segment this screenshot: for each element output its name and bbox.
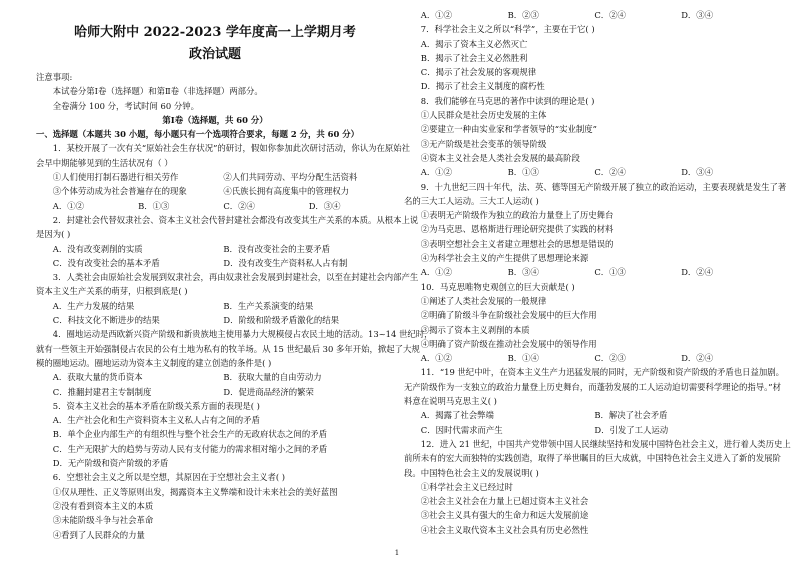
question-stem: 模的圈地运动。圈地运动为资本主义制度的建立创造的条件是( ) xyxy=(36,357,272,368)
answer-choice: D．②④ xyxy=(681,353,714,364)
answer-row xyxy=(36,370,394,384)
question xyxy=(404,280,768,366)
option-item: ④为科学社会主义的产生提供了思想理论来源 xyxy=(420,253,589,264)
option-item: D．揭示了社会主义制度的腐朽性 xyxy=(420,81,545,92)
answer-row xyxy=(404,165,768,179)
option-item: A．生产社会化和生产资料资本主义私人占有之间的矛盾 xyxy=(52,415,260,426)
answer-choice: A．①② xyxy=(420,167,452,178)
answer-row xyxy=(404,408,768,422)
option-item: ①人们使用打制石器进行相关劳作 xyxy=(52,172,179,183)
answer-row xyxy=(36,299,394,313)
answer-choice: B．没有改变社会的主要矛盾 xyxy=(223,243,331,254)
right-column xyxy=(404,8,791,537)
option-item: ①科学社会主义已经过时 xyxy=(420,481,513,492)
option-item: ④看到了人民群众的力量 xyxy=(52,529,145,540)
answer-choice: A．生产力发展的结果 xyxy=(52,300,135,311)
option-item: ③揭示了资本主义剥削的本质 xyxy=(420,324,530,335)
answer-choice: B．②③ xyxy=(507,10,539,20)
option-item: ②人们共同劳动、平均分配生活资料 xyxy=(223,172,358,183)
option-item: B．揭示了社会主义必然胜利 xyxy=(420,52,528,63)
exam-subtitle: 政治试题 xyxy=(188,47,241,62)
answer-choice: A．①② xyxy=(420,10,452,20)
answer-row xyxy=(36,313,394,327)
question-stem: 2．封建社会代替奴隶社会、资本主义社会代替封建社会都没有改变其生产关系的本质。从根本上说 xyxy=(52,214,419,225)
answer-choice: C．推翻封建君主专制制度 xyxy=(52,386,152,397)
answer-row xyxy=(36,385,394,399)
answer-row xyxy=(404,8,768,22)
answer-choice: C．②④ xyxy=(223,200,255,211)
answer-choice: B．解决了社会矛盾 xyxy=(594,410,668,421)
question-stem: 会早中期能够见到的生活状况有（ ） xyxy=(36,157,173,168)
part-title: 第Ⅰ卷（选择题，共 60 分） xyxy=(162,114,268,125)
answer-choice: C．因时代需求而产生 xyxy=(420,424,503,435)
question xyxy=(36,470,394,541)
option-item: A．揭示了资本主义必然灭亡 xyxy=(420,38,528,49)
question-stem: 料意在说明马克思主义( ) xyxy=(404,396,497,407)
answer-choice: D．③④ xyxy=(681,167,714,178)
question-stem: 5．资本主义社会的基本矛盾在阶级关系方面的表现是( ) xyxy=(52,400,260,411)
option-item: ①表明无产阶级作为独立的政治力量登上了历史舞台 xyxy=(420,210,614,221)
answer-choice: B．③④ xyxy=(507,267,539,278)
answer-choice: D．②④ xyxy=(681,267,714,278)
question-stem: 资本主义生产关系的萌芽，归根到底是( ) xyxy=(36,286,188,297)
answer-choice: D．阶级和阶级矛盾激化的结果 xyxy=(223,315,339,326)
page-number: 1 xyxy=(394,549,400,557)
option-item: ②社会主义社会在力量上已超过资本主义社会 xyxy=(420,496,589,507)
option-item: ③无产阶级是社会变革的领导阶级 xyxy=(420,138,547,149)
option-item: ①阐述了人类社会发展的一般规律 xyxy=(420,295,547,306)
answer-choice: A．没有改变剥削的实质 xyxy=(52,243,143,254)
answer-choice: A．①② xyxy=(420,267,452,278)
question xyxy=(36,141,411,212)
option-item: C．生产无限扩大的趋势与劳动人民有支付能力的需求相对缩小之间的矛盾 xyxy=(52,443,328,454)
question xyxy=(404,8,768,22)
option-item: B．单个企业内部生产的有组织性与整个社会生产的无政府状态之间的矛盾 xyxy=(52,429,327,440)
question-stem: 11．“19 世纪中叶，在资本主义生产力迅猛发展的同时，无产阶级和资产阶级的矛盾也日益加剧。 xyxy=(420,367,785,378)
answer-choice: C．没有改变社会的基本矛盾 xyxy=(52,257,160,268)
answer-choice: D．③④ xyxy=(308,200,341,211)
question xyxy=(36,270,419,327)
question xyxy=(404,365,785,436)
section-heading: 一、选择题（本题共 30 小题，每小题只有一个选项符合要求，每题 2 分，共 60 分） xyxy=(36,129,360,140)
answer-choice: B．获取大量的自由劳动力 xyxy=(223,372,322,383)
option-item: ②明确了阶级斗争在阶级社会发展中的巨大作用 xyxy=(420,310,597,321)
answer-row xyxy=(36,199,394,213)
question xyxy=(404,94,768,180)
option-item: ④资本主义社会是人类社会发展的最高阶段 xyxy=(420,152,580,163)
answer-choice: C．①③ xyxy=(594,267,626,278)
question xyxy=(404,22,768,93)
notes-line: 全卷满分 100 分，考试时间 60 分钟。 xyxy=(52,100,199,111)
question xyxy=(36,399,394,470)
answer-choice: C．②④ xyxy=(594,10,626,20)
question-stem: 8．我们能够在马克思的著作中读到的理论是( ) xyxy=(420,95,595,106)
option-item: ④明确了资产阶级在推动社会发展中的领导作用 xyxy=(420,338,597,349)
answer-choice: B．生产关系演变的结果 xyxy=(223,300,314,311)
question-stem: 前所未有的宏大而独特的实践创造，取得了举世瞩目的巨大成就，中国特色社会主义进入了新的发展阶 xyxy=(404,453,781,464)
answer-choice: C．②④ xyxy=(594,167,626,178)
left-questions xyxy=(36,141,433,541)
left-column xyxy=(36,0,433,542)
answer-row xyxy=(404,265,768,279)
answer-choice: D．促进商品经济的繁荣 xyxy=(223,386,314,397)
option-item: ④氏族长拥有高度集中的管理权力 xyxy=(223,186,350,197)
option-item: ②没有看到资本主义的本质 xyxy=(52,500,154,511)
question-stem: 1．某校开展了一次有关“原始社会生存状况”的研讨，假如你参加此次研讨活动，你认为在原始社 xyxy=(52,143,411,154)
exam-title: 哈师大附中 2022-2023 学年度高一上学期月考 xyxy=(74,25,356,40)
question xyxy=(36,213,419,270)
option-item: ③未能阶级斗争与社会革命 xyxy=(52,515,154,526)
option-item: ③个体劳动成为社会普遍存在的现象 xyxy=(52,186,187,197)
question-stem: 12．进入 21 世纪，中国共产党带领中国人民继续坚持和发展中国特色社会主义，进行着人类历史上 xyxy=(420,438,791,449)
answer-choice: D．引发了工人运动 xyxy=(594,424,669,435)
answer-row xyxy=(36,242,394,256)
question-stem: 7．科学社会主义之所以“科学”，主要在于它( ) xyxy=(420,24,595,35)
question-stem: 就有一些领主开始强制侵占农民的公有土地为私有的牧羊场。从 15 世纪最后 30 多年开始，掀起了大规 xyxy=(36,343,420,354)
notes-line: 本试卷分第Ⅰ卷（选择题）和第Ⅱ卷（非选择题）两部分。 xyxy=(52,86,263,97)
question-stem: 无产阶级作为一支独立的政治力量登上历史舞台，而蓬勃发展的工人运动迫切需要科学理论的指导。”材 xyxy=(404,381,781,392)
option-item: ②为马克思、恩格斯进行理论研究提供了实践的材料 xyxy=(420,224,614,235)
answer-choice: D．没有改变生产资料私人占有制 xyxy=(223,257,348,268)
answer-choice: C．科技文化不断进步的结果 xyxy=(52,315,160,326)
question-stem: 6．空想社会主义之所以是空想，其原因在于空想社会主义者( ) xyxy=(52,472,286,483)
answer-row xyxy=(404,351,768,365)
answer-choice: A．①② xyxy=(420,353,452,364)
option-item: D．无产阶级和资产阶级的矛盾 xyxy=(52,458,169,469)
notes-heading: 注意事项: xyxy=(36,72,73,82)
option-item: ②要建立一种由实业家和学者领导的“实业制度” xyxy=(420,124,597,135)
question-stem: 4．圈地运动是西欧新兴资产阶级和新贵族地主使用暴力大规模侵占农民土地的活动。13~14 世纪时， xyxy=(52,329,433,340)
option-item: ③表明空想社会主义者建立理想社会的思想是错误的 xyxy=(420,238,614,249)
option-item: ④社会主义取代资本主义社会具有历史必然性 xyxy=(420,524,589,535)
answer-row xyxy=(404,423,768,437)
answer-choice: B．①④ xyxy=(507,353,539,364)
question-stem: 10．马克思唯物史观创立的巨大贡献是( ) xyxy=(420,281,575,292)
answer-choice: A．①② xyxy=(52,200,84,211)
answer-row xyxy=(36,256,394,270)
question xyxy=(404,180,787,280)
option-row xyxy=(36,184,394,198)
question-stem: 9．十九世纪三四十年代，法、英、德等国无产阶级开展了独立的政治运动，主要表现就是发生了著 xyxy=(420,181,787,192)
question-stem: 是因为( ) xyxy=(36,229,71,240)
question xyxy=(36,327,433,398)
answer-choice: A．获取大量的货币资本 xyxy=(52,372,143,383)
question xyxy=(404,437,791,537)
right-questions xyxy=(404,8,791,537)
answer-choice: B．①③ xyxy=(507,167,539,178)
answer-choice: D．③④ xyxy=(681,10,714,20)
question-stem: 段。中国特色社会主义的发展说明( ) xyxy=(404,467,539,478)
question-stem: 3．人类社会由原始社会发展到奴隶社会，再由奴隶社会发展到封建社会，以至在封建社会内部产生 xyxy=(52,272,419,283)
answer-choice: C．②③ xyxy=(594,353,626,364)
option-item: ①人民群众是社会历史发展的主体 xyxy=(420,110,547,121)
question-stem: 名的三大工人运动。三大工人运动( ) xyxy=(404,195,539,206)
option-item: C．揭示了社会发展的客观规律 xyxy=(420,67,537,78)
option-row xyxy=(36,170,394,184)
option-item: ③社会主义具有强大的生命力和远大发展前途 xyxy=(420,510,589,521)
answer-choice: B．①③ xyxy=(138,200,170,211)
answer-choice: A．揭露了社会弊端 xyxy=(420,410,494,421)
option-item: ①仅从理性、正义等原则出发，揭露资本主义弊端和设计未来社会的美好蓝图 xyxy=(52,486,338,497)
